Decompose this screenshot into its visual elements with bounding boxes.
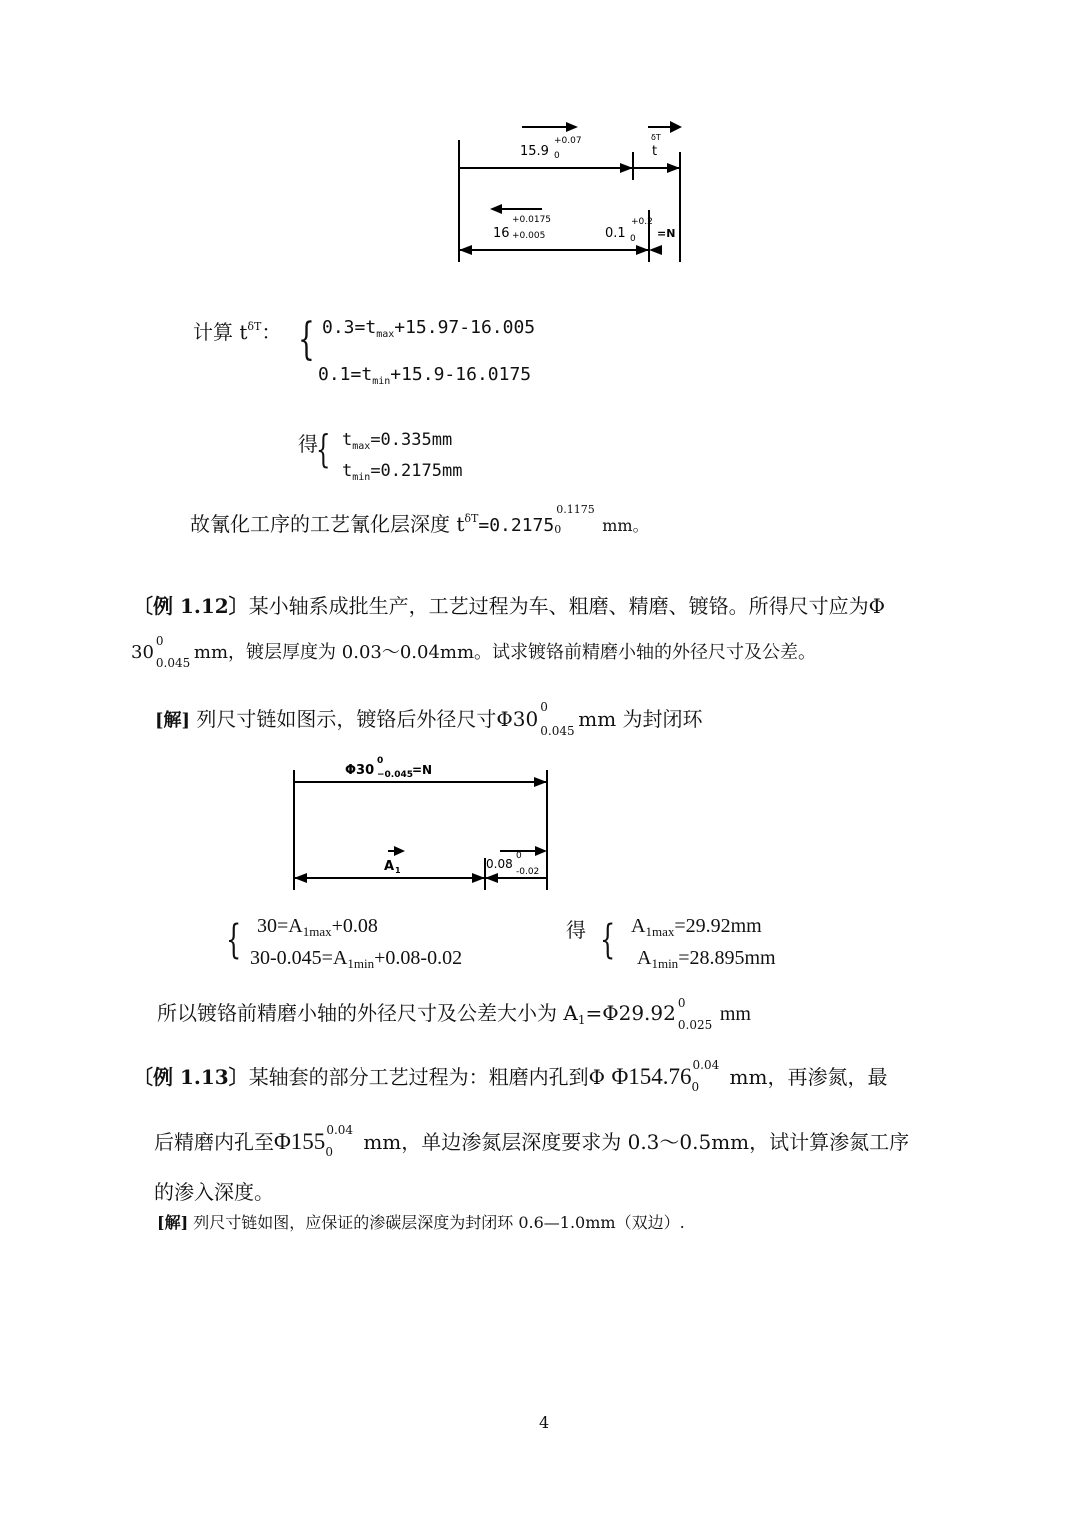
- dim-01: 0.1: [605, 226, 626, 241]
- diag2-008-sup: 0: [516, 851, 522, 861]
- example-1-12-solution: [解] 列尺寸链如图示，镀铬后外径尺寸Φ30 0 0.045 mm 为封闭环: [155, 700, 703, 738]
- calc1-result-label: 得: [298, 432, 318, 456]
- example-1-13-solution: [解] 列尺寸链如图，应保证的渗碳层深度为封闭环 0.6—1.0mm（双边）.: [157, 1213, 685, 1232]
- diag2-top-sup: 0: [377, 756, 384, 766]
- calc1-eq1: $0.3=t_{max}+15.97-16.005$: [322, 317, 536, 340]
- calc2-res1: $A_{1max}=29.92mm$: [631, 915, 762, 939]
- dim-15-9-sub: 0: [554, 151, 560, 161]
- calc1-res2: $t_{min}=0.2175mm$: [342, 461, 463, 483]
- diag2-008-sub: -0.02: [516, 867, 540, 877]
- example-1-13-line2: 后精磨内孔至Φ155 0.04 0 mm，单边渗氮层深度要求为 0.3～0.5mm，试计算渗氮工序: [154, 1123, 910, 1159]
- dim-t-sup: δT: [651, 133, 661, 142]
- example-1-12-line2: 30 0 0.045 mm，镀层厚度为 0.03～0.04mm。试求镀铬前精磨小轴的外径尺寸及公差。: [131, 634, 817, 670]
- diag2-top-sub: −0.045: [377, 770, 414, 780]
- example-1-13-line3: 的渗入深度。: [154, 1180, 274, 1204]
- calc1-result-brace: {: [316, 427, 331, 471]
- calc1-conclusion: 故氰化工序的工艺氰化层深度 $t^{\delta T}=0.2175$ 0.1175 0 mm。: [190, 503, 649, 536]
- dim-t: t: [652, 144, 658, 159]
- calc2-result-label: 得: [566, 918, 586, 942]
- dim-01-sub: 0: [630, 234, 636, 244]
- calc1-res1: $t_{max}=0.335mm$: [342, 430, 453, 452]
- dim-15-9-sup: +0.07: [554, 136, 582, 146]
- calc1-brace: {: [298, 314, 315, 365]
- calc2-conclusion: 所以镀铬前精磨小轴的外径尺寸及公差大小为 $A_1=\Phi 29.92$ 0 0.025 mm: [157, 996, 751, 1032]
- dim-16: 16: [493, 226, 510, 241]
- diag2-008: 0.08: [486, 857, 513, 871]
- diag2-a1: A: [384, 859, 395, 874]
- dim-16-sup: +0.0175: [512, 215, 552, 225]
- calc2-eq1: $30=A_{1max}+0.08$: [257, 915, 378, 939]
- dim-01-sup: +0.2: [631, 217, 653, 227]
- calc2-brace: {: [226, 917, 242, 963]
- calc1-label: 计算 $t^{\delta T}$：: [193, 320, 282, 344]
- dim-N: =N: [657, 227, 676, 240]
- dimension-chain-diagram-2: [285, 750, 560, 895]
- dim-16-sub: +0.005: [512, 231, 546, 241]
- calc2-res2: $A_{1min}=28.895mm$: [637, 947, 776, 971]
- dimension-chain-diagram-1: [450, 110, 690, 270]
- example-1-13-line1: 〔例 1.13〕某轴套的部分工艺过程为：粗磨内孔到Φ Φ154.76 0.04 0 mm，再渗氮，最: [133, 1058, 888, 1094]
- calc1-eq2: $0.1=t_{min}+15.9-16.0175$: [318, 364, 532, 387]
- example-1-12-line1: 〔例 1.12〕某小轴系成批生产，工艺过程为车、粗磨、精磨、镀铬。所得尺寸应为Φ: [133, 594, 886, 618]
- diag2-a1-sub: 1: [395, 866, 401, 875]
- diag2-top-label: Φ30: [345, 763, 375, 778]
- calc2-eq2: $30-0.045=A_{1min}+0.08-0.02$: [250, 947, 463, 971]
- page-number: 4: [539, 1413, 550, 1432]
- dim-15-9: 15.9: [520, 144, 549, 159]
- diag2-top-n: =N: [412, 763, 433, 777]
- calc2-result-brace: {: [600, 917, 616, 963]
